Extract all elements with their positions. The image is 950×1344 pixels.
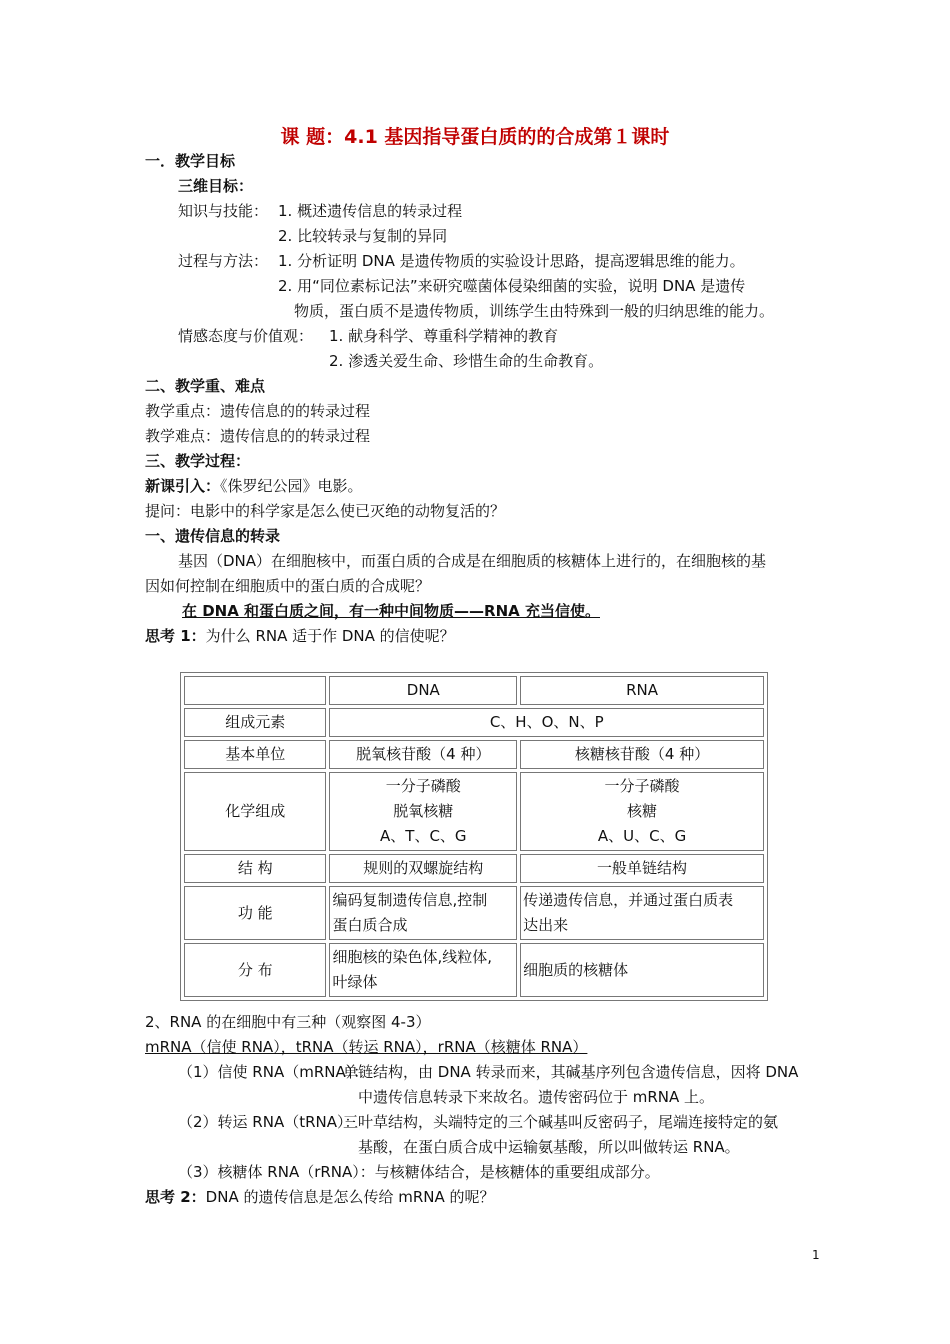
dna-distribution-1: 细胞核的染色体,线粒体,: [332, 948, 493, 966]
rna-function-2: 达出来: [523, 916, 569, 934]
process-item-1: 1. 分析证明 DNA 是遗传物质的实验设计思路，提高逻辑思维的能力。: [278, 252, 745, 270]
dna-distribution: [329, 943, 517, 997]
section-process-heading: 三、教学过程：: [145, 452, 251, 470]
row-label-composition: 化学组成: [184, 772, 326, 851]
intro-text: 《侏罗纪公园》电影。: [220, 477, 363, 495]
rna-types-intro: 2、RNA 的在细胞中有三种（观察图 4-3）: [145, 1013, 431, 1031]
think-2-text: DNA 的遗传信息是怎么传给 mRNA 的呢？: [205, 1188, 495, 1206]
table-header-dna: DNA: [329, 676, 517, 705]
dna-unit: 脱氧核苷酸（4 种）: [329, 740, 517, 769]
think-1-text: 为什么 RNA 适于作 DNA 的信使呢？: [205, 627, 455, 645]
mrna-label: （1）信使 RNA（mRNA）：: [178, 1063, 369, 1081]
rna-function-1: 传递遗传信息，并通过蛋白质表: [523, 891, 734, 909]
knowledge-item-1: 1. 概述遗传信息的转录过程: [278, 202, 463, 220]
rna-composition: [520, 772, 764, 851]
table-row: [184, 708, 764, 737]
table-row: [184, 854, 764, 883]
table-row: [184, 772, 764, 851]
three-dimension-goals: 三维目标：: [178, 177, 254, 195]
rna-composition-3: A、U、C、G: [597, 827, 687, 845]
dna-distribution-2: 叶绿体: [332, 973, 378, 991]
process-item-2a: 2. 用“同位素标记法”来研究噬菌体侵染细菌的实验，说明 DNA 是遗传: [278, 277, 746, 295]
dna-rna-comparison-table: [180, 672, 768, 1001]
emphasis-line: 在 DNA 和蛋白质之间，有一种中间物质——RNA 充当信使。: [182, 602, 600, 620]
subsection-transcription: 一、遗传信息的转录: [145, 527, 281, 545]
rna-unit: 核糖核苷酸（4 种）: [520, 740, 764, 769]
difficult-point: 教学难点：遗传信息的的转录过程: [145, 427, 371, 445]
row-label-unit: 基本单位: [184, 740, 326, 769]
rna-composition-2: 核糖: [627, 802, 658, 820]
think-1-label: 思考 1：: [145, 627, 206, 645]
emotion-item-2: 2. 渗透关爱生命、珍惜生命的生命教育。: [329, 352, 604, 370]
knowledge-item-2: 2. 比较转录与复制的异同: [278, 227, 448, 245]
table-row: [184, 740, 764, 769]
rna-distribution: 细胞质的核糖体: [520, 943, 764, 997]
think-2: [145, 1187, 495, 1207]
lesson-title: 课 题：4.1 基因指导蛋白质的的合成第１课时: [280, 126, 670, 148]
paragraph-1a: 基因（DNA）在细胞核中，而蛋白质的合成是在细胞质的核糖体上进行的，在细胞核的基: [178, 552, 767, 570]
dna-function-2: 蛋白质合成: [332, 916, 408, 934]
mrna-desc-b: 中遗传信息转录下来故名。遗传密码位于 mRNA 上。: [358, 1088, 715, 1106]
table-row: [184, 943, 764, 997]
elements-value: C、H、O、N、P: [329, 708, 764, 737]
think-2-label: 思考 2：: [145, 1188, 206, 1206]
trna-label: （2）转运 RNA（tRNA）：: [178, 1113, 360, 1131]
table-header-empty: [184, 676, 326, 705]
trna-desc-b: 基酸，在蛋白质合成中运输氨基酸，所以叫做转运 RNA。: [358, 1138, 740, 1156]
row-label-structure: 结 构: [184, 854, 326, 883]
row-label-distribution: 分 布: [184, 943, 326, 997]
table-header-row: [184, 676, 764, 705]
intro-label: 新课引入：: [145, 477, 221, 495]
paragraph-1b: 因如何控制在细胞质中的蛋白质的合成呢？: [145, 577, 431, 595]
process-item-2b: 物质，蛋白质不是遗传物质，训练学生由特殊到一般的归纳思维的能力。: [294, 302, 775, 320]
process-label: 过程与方法：: [178, 252, 269, 270]
page-number: 1: [812, 1248, 820, 1262]
table-header-rna: RNA: [520, 676, 764, 705]
rna-structure: 一般单链结构: [520, 854, 764, 883]
emotion-label: 情感态度与价值观：: [178, 327, 314, 345]
dna-composition: [329, 772, 517, 851]
rrna-line: （3）核糖体 RNA（rRNA）：与核糖体结合，是核糖体的重要组成部分。: [178, 1163, 660, 1181]
rna-composition-1: 一分子磷酸: [604, 777, 680, 795]
table-row: [184, 886, 764, 940]
rna-function: [520, 886, 764, 940]
question-line: 提问：电影中的科学家是怎么使已灭绝的动物复活的？: [145, 502, 506, 520]
section-key-points-heading: 二、教学重、难点: [145, 377, 266, 395]
key-point: 教学重点：遗传信息的的转录过程: [145, 402, 371, 420]
rna-types-list: mRNA（信使 RNA），tRNA（转运 RNA），rRNA（核糖体 RNA）: [145, 1038, 588, 1056]
dna-composition-3: A、T、C、G: [380, 827, 467, 845]
row-label-function: 功 能: [184, 886, 326, 940]
dna-function-1: 编码复制遗传信息,控制: [332, 891, 488, 909]
mrna-desc-a: 单链结构，由 DNA 转录而来，其碱基序列包含遗传信息，因将 DNA: [343, 1063, 799, 1081]
dna-composition-1: 一分子磷酸: [385, 777, 461, 795]
emotion-item-1: 1. 献身科学、尊重科学精神的教育: [329, 327, 559, 345]
row-label-elements: 组成元素: [184, 708, 326, 737]
knowledge-label: 知识与技能：: [178, 202, 269, 220]
dna-structure: 规则的双螺旋结构: [329, 854, 517, 883]
dna-function: [329, 886, 517, 940]
dna-composition-2: 脱氧核糖: [393, 802, 454, 820]
section-objectives-heading: 一．教学目标: [145, 152, 236, 170]
think-1: [145, 626, 455, 646]
intro-line: [145, 476, 363, 496]
trna-desc-a: 三叶草结构，头端特定的三个碱基叫反密码子，尾端连接特定的氨: [343, 1113, 779, 1131]
